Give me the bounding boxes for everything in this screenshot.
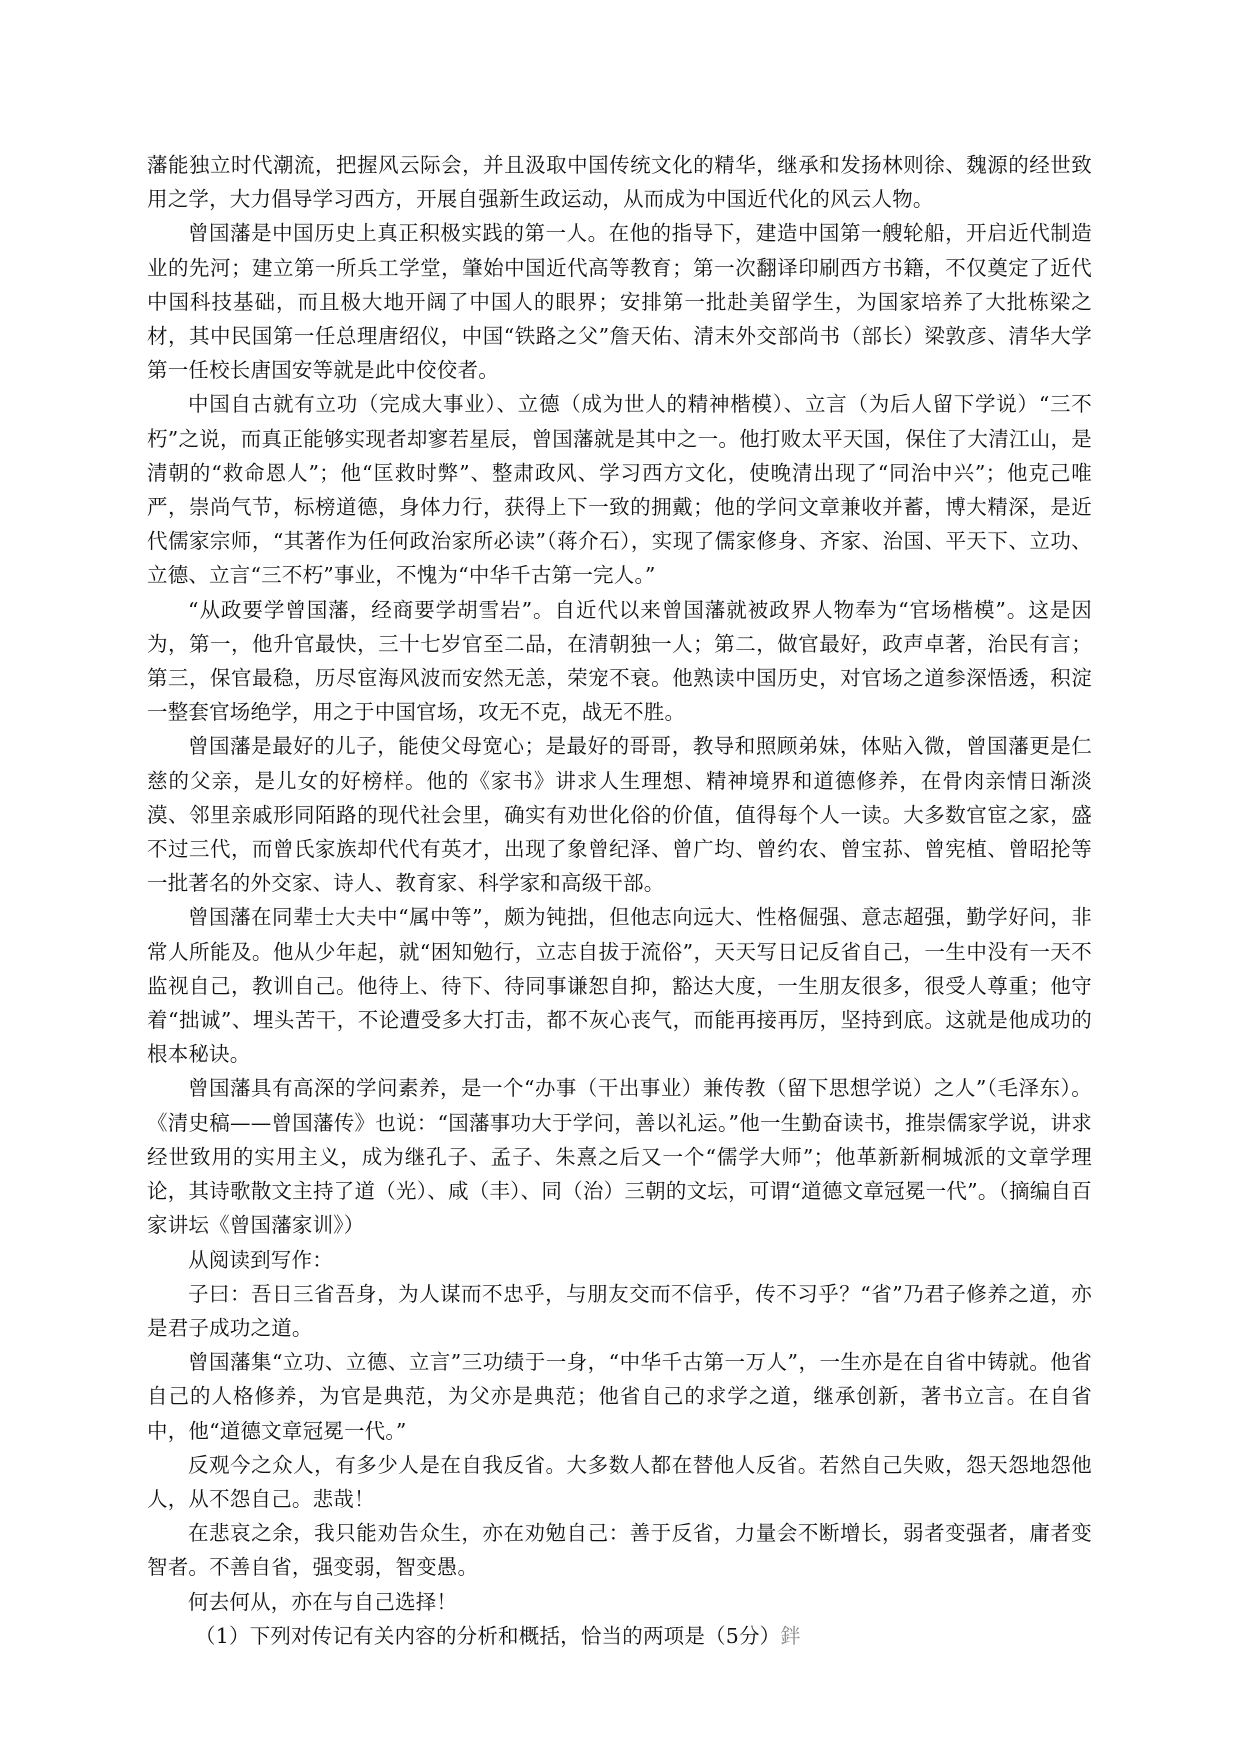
paragraph-7: 曾国藩具有高深的学问素养，是一个“办事（干出事业）兼传教（留下思想学说）之人”（毛泽东）。《清史稿——曾国藩传》也说：“国藩事功大于学问，善以礼运。”他一生勤奋读书，推崇儒家学说，讲求经世致用的实用主义，成为继孔子、孟子、朱熹之后又一个“儒学大师”；他革新新桐城派的文章学理论，其诗歌散文主持了道（光）、咸（丰）、同（治）三朝的文坛，可谓“道德文章冠冕一代”。（摘编自百家讲坛《曾国藩家训》） <box>147 1076 1092 1238</box>
question-text: （1）下列对传记有关内容的分析和概括，恰当的两项是（5分） <box>195 1623 781 1648</box>
paragraph-10: 曾国藩集“立功、立德、立言”三功绩于一身，“中华千古第一万人”，一生亦是在自省中铸就。他省自己的人格修养，为官是典范，为父亦是典范；他省自己的求学之道，继承创新，著书立言。在自省中，他“道德文章冠冕一代。” <box>147 1350 1092 1443</box>
question-1 <box>147 1619 1092 1653</box>
paragraph-2: 曾国藩是中国历史上真正积极实践的第一人。在他的指导下，建造中国第一艘轮船，开启近代制造业的先河；建立第一所兵工学堂，肇始中国近代高等教育；第一次翻译印刷西方书籍，不仅奠定了近代中国科技基础，而且极大地开阔了中国人的眼界；安排第一批赴美留学生，为国家培养了大批栋梁之材，其中民国第一任总理唐绍仪，中国“铁路之父”詹天佑、清末外交部尚书（部长）梁敦彦、清华大学第一任校长唐国安等就是此中佼佼者。 <box>147 221 1092 383</box>
paragraph-4: “从政要学曾国藩，经商要学胡雪岩”。自近代以来曾国藩就被政界人物奉为“官场楷模”。这是因为，第一，他升官最快，三十七岁官至二品，在清朝独一人；第二，做官最好，政声卓著，治民有言；第三，保官最稳，历尽宦海风波而安然无恙，荣宠不衰。他熟读中国历史，对官场之道参深悟透，积淀一整套官场绝学，用之于中国官场，攻无不克，战无不胜。 <box>147 597 1092 725</box>
document-page <box>147 148 1092 1653</box>
paragraph-12: 在悲哀之余，我只能劝告众生，亦在劝勉自己：善于反省，力量会不断增长，弱者变强者，庸者变智者。不善自省，强变弱，智变愚。 <box>147 1521 1092 1580</box>
paragraph-8: 从阅读到写作： <box>188 1247 333 1272</box>
question-tail-glyph: 鉡 <box>780 1623 802 1648</box>
paragraph-3: 中国自古就有立功（完成大事业）、立德（成为世人的精神楷模）、立言（为后人留下学说）“三不朽”之说，而真正能够实现者却寥若星辰，曾国藩就是其中之一。他打败太平天国，保住了大清江山，是清朝的“救命恩人”；他“匡救时弊”、整肃政风、学习西方文化，使晚清出现了“同治中兴”；他克己唯严，崇尚气节，标榜道德，身体力行，获得上下一致的拥戴；他的学问文章兼收并蓄，博大精深，是近代儒家宗师，“其著作为任何政治家所必读”（蒋介石），实现了儒家修身、齐家、治国、平天下、立功、立德、立言“三不朽”事业，不愧为“中华千古第一完人。” <box>147 392 1092 588</box>
paragraph-5: 曾国藩是最好的儿子，能使父母宽心；是最好的哥哥，教导和照顾弟妹，体贴入微，曾国藩更是仁慈的父亲，是儿女的好榜样。他的《家书》讲求人生理想、精神境界和道德修养，在骨肉亲情日渐淡漠、邻里亲戚形同陌路的现代社会里，确实有劝世化俗的价值，值得每个人一读。大多数官宦之家，盛不过三代，而曾氏家族却代代有英才，出现了象曾纪泽、曾广均、曾约农、曾宝荪、曾宪植、曾昭抡等一批著名的外交家、诗人、教育家、科学家和高级干部。 <box>147 734 1092 896</box>
paragraph-13: 何去何从，亦在与自己选择！ <box>188 1589 458 1614</box>
paragraph-1: 藩能独立时代潮流，把握风云际会，并且汲取中国传统文化的精华，继承和发扬林则徐、魏源的经世致用之学，大力倡导学习西方，开展自强新生政运动，从而成为中国近代化的风云人物。 <box>147 153 1092 212</box>
paragraph-11: 反观今之众人，有多少人是在自我反省。大多数人都在替他人反省。若然自己失败，怨天怨地怨他人，从不怨自己。悲哉！ <box>147 1452 1092 1511</box>
paragraph-9: 子曰：吾日三省吾身，为人谋而不忠乎，与朋友交而不信乎，传不习乎？“省”乃君子修养之道，亦是君子成功之道。 <box>147 1281 1092 1340</box>
paragraph-6: 曾国藩在同辈士大夫中“属中等”，颇为钝拙，但他志向远大、性格倔强、意志超强，勤学好问，非常人所能及。他从少年起，就“困知勉行，立志自拔于流俗”，天天写日记反省自己，一生中没有一天不监视自己，教训自己。他待上、待下、待同事谦恕自抑，豁达大度，一生朋友很多，很受人尊重；他守着“拙诚”、埋头苦干，不论遭受多大打击，都不灰心丧气，而能再接再厉，坚持到底。这就是他成功的根本秘诀。 <box>147 905 1092 1067</box>
